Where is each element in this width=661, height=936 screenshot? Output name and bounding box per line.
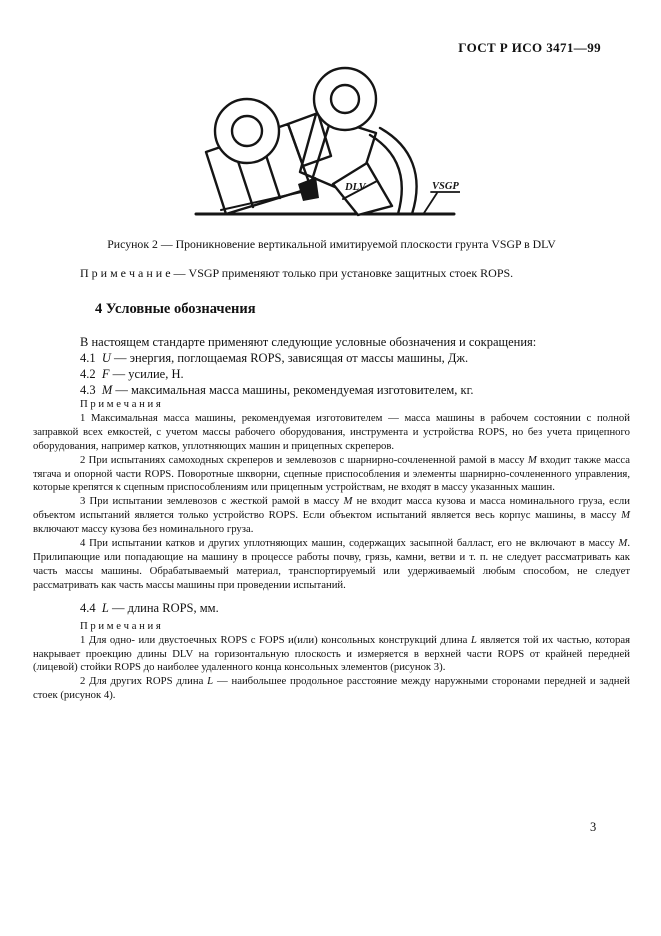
definition-text: — максимальная масса машины, рекомендуемая изготовителем, кг. xyxy=(115,383,474,397)
definition-number: 4.4 xyxy=(80,600,96,615)
notes-block-1 xyxy=(33,398,630,593)
page-number: 3 xyxy=(590,820,597,834)
coupling-shadow xyxy=(298,177,319,201)
definition-text: — усилие, Н. xyxy=(112,367,184,381)
definition-text: — длина ROPS, мм. xyxy=(111,600,219,615)
section-4-content xyxy=(33,334,630,703)
document-code: ГОСТ Р ИСО 3471—99 xyxy=(458,40,601,55)
note-2: 2 Для других ROPS длина L — наибольшее продольное расстояние между наружными сторонами передней и задней стоек (рисунок 4). xyxy=(33,675,630,702)
definition-number: 4.2 xyxy=(80,367,96,381)
symbol-l: L xyxy=(101,600,109,615)
notes-block-2 xyxy=(33,620,630,703)
definition-text: — энергия, поглощаемая ROPS, зависящая от массы машины, Дж. xyxy=(114,351,469,365)
figure-2 xyxy=(185,60,460,218)
rear-body-blade-line xyxy=(221,191,306,210)
rear-wheel-tire xyxy=(215,99,279,163)
note-4: 4 При испытании катков и других уплотняющих машин, содержащих засыпной балласт, его не включают в массу M. Прилипающие или попадающие на машину в процессе работы почву, грязь, камни, ветви и т. п. не следует рассматривать как часть массы машины. Обрабатываемый материал, транспортируемый или удерживаемый любым способом, не следует рассматривать как часть массы машины при проведении испытаний. xyxy=(33,537,630,591)
dlv-label: DLV xyxy=(345,182,366,193)
definition-number: 4.3 xyxy=(80,383,96,397)
section-intro: В настоящем стандарте применяют следующие условные обозначения и сокращения: xyxy=(80,335,537,349)
front-frame-inner-line xyxy=(312,122,330,180)
symbol-f: F xyxy=(101,367,110,381)
definition-4-4 xyxy=(33,600,630,616)
figure-2-drawing xyxy=(185,60,460,218)
figure-2-note: П р и м е ч а н и е — VSGP применяют только при установке защитных стоек ROPS. xyxy=(80,266,514,280)
definition-4-1 xyxy=(33,350,630,366)
note-1: 1 Максимальная масса машины, рекомендуемая изготовителем — масса машины в рабочем состоянии с полной заправкой всех емкостей, с учетом массы рабочего оборудования, инструмента и устройства ROPS, но без учета прицепного оборудования, например катков, уплотняющих машин и прицепных скреперов. xyxy=(33,411,630,452)
front-wheel-tire xyxy=(314,68,376,130)
vsgp-leader-line xyxy=(424,193,437,213)
definition-4-2 xyxy=(33,366,630,382)
note-2: 2 При испытаниях самоходных скреперов и землевозов с шарнирно-сочлененной рамой в массу M входит также масса тягача и опорной части ROPS. Поворотные шкворни, сцепные приспособления и элементы шарнирно-сочлененного управления, которые крепятся к сцепным приспособлениям или прицепным устройствам, не входят в массу указанных машин. xyxy=(33,453,630,494)
section-4-heading: 4 Условные обозначения xyxy=(95,301,256,317)
figure-2-caption: Рисунок 2 — Проникновение вертикальной имитируемой плоскости грунта VSGP в DLV xyxy=(107,237,556,251)
definition-number: 4.1 xyxy=(80,351,96,365)
symbol-m: M xyxy=(101,383,113,397)
note-1: 1 Для одно- или двустоечных ROPS с FOPS и(или) консольных конструкций длина L является той их частью, которая накрывает проекцию длины DLV на горизонтальную плоскость и измеряется в верхней части ROPS от крайней передней (лицевой) стойки ROPS до наиболее удаленного конца консольных элементов (рисунок 3). xyxy=(33,633,630,674)
notes-label: П р и м е ч а н и я xyxy=(80,398,161,410)
symbol-u: U xyxy=(101,351,111,365)
vsgp-label: VSGP xyxy=(432,181,459,192)
note-3: 3 При испытании землевозов с жесткой рамой в массу M не входит масса кузова и масса номинального груза, если объектом испытаний является только устройство ROPS. Если объектом испытаний является весь корпус машины, в массу M включают массу кузова без номинального груза. xyxy=(33,495,630,536)
notes-label: П р и м е ч а н и я xyxy=(80,619,161,632)
definition-4-3 xyxy=(33,382,630,398)
